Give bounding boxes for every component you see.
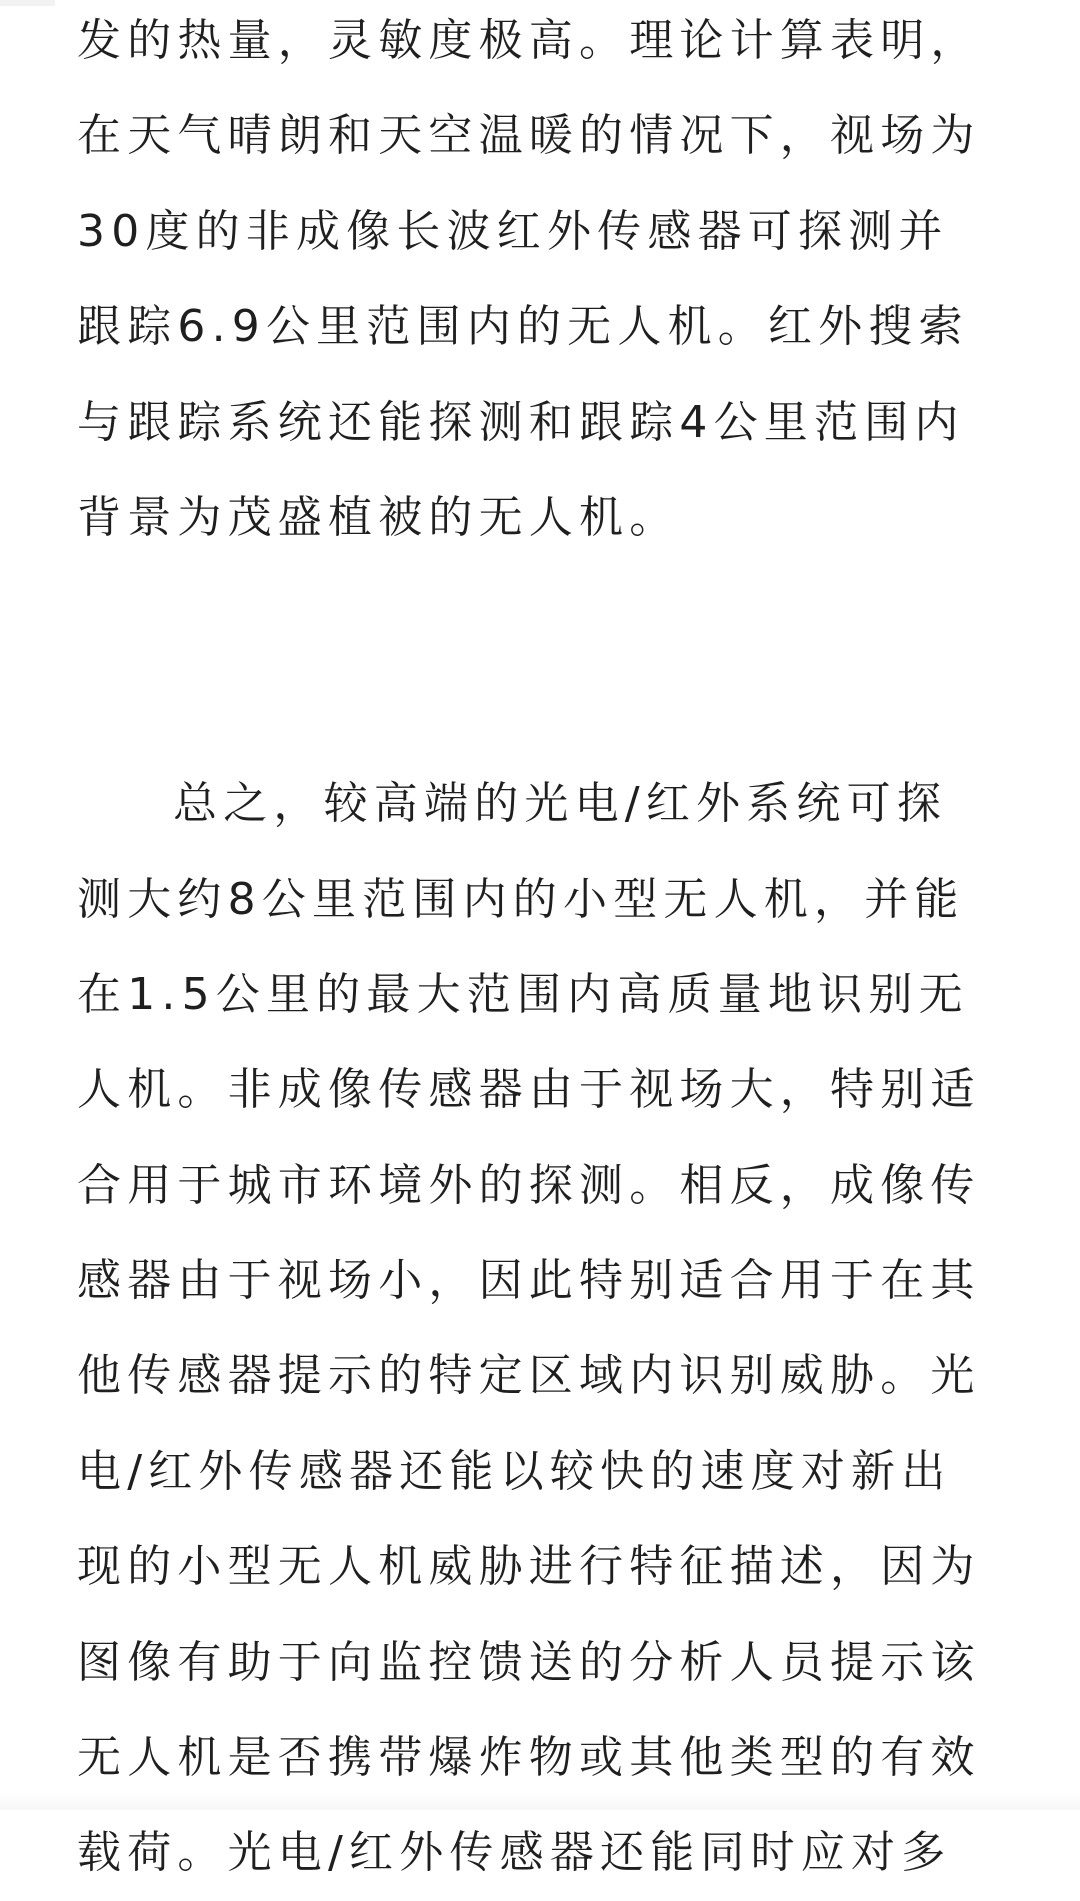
- paragraph-1: [77, 0, 997, 565]
- text-line: 发的热量，灵敏度极高。理论计算表明，: [77, 15, 981, 66]
- article-body: [77, 0, 997, 1901]
- text-line: 无人机是否携带爆炸物或其他类型的有效: [77, 1732, 981, 1784]
- text-line: 在天气晴朗和天空温暖的情况下，视场为: [77, 110, 981, 162]
- text-line: 总之，较高端的光电/红外系统可探: [173, 778, 948, 830]
- text-line: 测大约8公里范围内的小型无人机，并能: [77, 873, 965, 925]
- paragraph-2: [77, 756, 997, 1901]
- text-line: 合用于城市环境外的探测。相反，成像传: [77, 1159, 981, 1211]
- text-line: 背景为茂盛植被的无人机。: [77, 491, 680, 543]
- text-line: 感器由于视场小，因此特别适合用于在其: [77, 1255, 981, 1307]
- bottom-edge: [0, 1792, 1080, 1810]
- text-line: 电/红外传感器还能以较快的速度对新出: [77, 1445, 952, 1497]
- text-line: 载荷。光电/红外传感器还能同时应对多: [77, 1827, 952, 1879]
- text-line: 他传感器提示的特定区域内识别威胁。光: [77, 1350, 981, 1402]
- text-line: 人机。非成像传感器由于视场大，特别适: [77, 1064, 981, 1116]
- text-line: 跟踪6.9公里范围内的无人机。红外搜索: [77, 301, 969, 353]
- paragraph-spacer: [77, 565, 997, 756]
- text-line: 与跟踪系统还能探测和跟踪4公里范围内: [77, 396, 965, 448]
- text-line: 30度的非成像长波红外传感器可探测并: [77, 205, 949, 257]
- text-line: 在1.5公里的最大范围内高质量地识别无: [77, 968, 969, 1020]
- text-line: 现的小型无人机威胁进行特征描述，因为: [77, 1541, 981, 1593]
- text-line: 图像有助于向监控馈送的分析人员提示该: [77, 1636, 981, 1688]
- top-edge-shadow: [0, 0, 55, 6]
